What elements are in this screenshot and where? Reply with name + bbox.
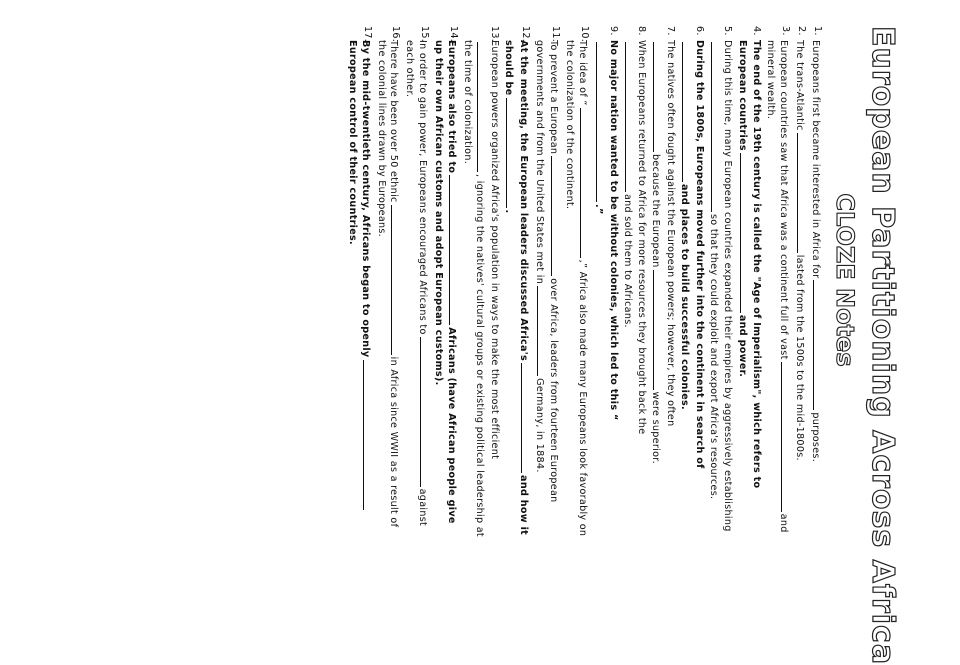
note-item <box>563 26 590 540</box>
note-text: European countries saw that Africa was a continent full of vast <box>777 40 789 360</box>
note-number: 14. <box>447 26 459 43</box>
note-item <box>431 26 458 540</box>
note-number: 4. <box>751 26 763 36</box>
worksheet <box>120 20 900 665</box>
fill-blank[interactable] <box>781 362 791 512</box>
note-text: When Europeans returned to Africa for more resources they brought back the <box>636 40 648 435</box>
note-text: By the mid-twentieth century, Africans began to openly <box>359 40 371 358</box>
fill-blank[interactable] <box>551 156 561 276</box>
note-item <box>620 26 647 540</box>
note-text: During this time, many European countries expanded their empires by aggressively establishing <box>722 40 734 532</box>
note-text: At the meeting, the European leaders discussed Africa's <box>517 40 529 362</box>
note-item <box>345 26 372 540</box>
note-text: because the European <box>650 154 662 268</box>
fill-blank[interactable] <box>813 280 823 410</box>
fill-blank[interactable] <box>682 42 692 182</box>
note-text: and power. <box>736 314 748 378</box>
fill-blank[interactable] <box>391 205 401 355</box>
fill-blank[interactable] <box>449 175 459 325</box>
note-number: 6. <box>693 26 705 36</box>
note-text: and places to build successful colonies. <box>679 184 691 410</box>
note-number: 5. <box>722 26 734 36</box>
note-number: 10. <box>579 26 590 43</box>
note-text: were superior. <box>650 391 662 464</box>
note-text: Europeans first became interested in Africa for <box>810 40 821 279</box>
note-item <box>735 26 762 540</box>
note-item <box>649 26 676 540</box>
note-text: European control of their countries. <box>347 40 358 245</box>
note-text: ,” Africa also made many Europeans look favorably on the colonization of the continent. <box>564 40 588 537</box>
note-number: 8. <box>636 26 648 36</box>
note-item <box>678 26 705 540</box>
note-text: Africans (have African people give up their own African customs and adopt European customs). <box>433 40 457 524</box>
note-number: 7. <box>665 26 677 36</box>
note-text: The idea of “ <box>577 40 588 106</box>
note-number: 3. <box>779 26 791 36</box>
note-item <box>764 26 791 540</box>
note-text: over Africa, leaders from fourteen European governments and from the United States met in <box>533 40 560 503</box>
note-number: 2. <box>795 26 807 36</box>
note-text: and how it should be <box>503 40 529 536</box>
fill-blank[interactable] <box>653 42 663 152</box>
fill-blank[interactable] <box>363 360 373 510</box>
note-number: 11. <box>550 26 562 43</box>
fill-blank[interactable] <box>596 42 606 202</box>
note-number: 9. <box>607 26 619 36</box>
note-number: 12. <box>519 26 531 43</box>
note-item <box>808 26 823 540</box>
fill-blank[interactable] <box>711 42 721 212</box>
fill-blank[interactable] <box>521 363 531 473</box>
note-item <box>501 26 530 540</box>
fill-blank[interactable] <box>477 42 487 172</box>
note-text: . <box>503 209 515 214</box>
note-item <box>460 26 500 540</box>
note-text: , ignoring the natives' cultural groups or existing political leadership at the time of colonization. <box>461 40 486 537</box>
note-text: During the 1800s, Europeans moved further into the continent in search of <box>693 40 705 469</box>
fill-blank[interactable] <box>420 337 430 487</box>
fill-blank[interactable] <box>797 133 807 253</box>
note-number: 16. <box>390 26 402 43</box>
note-item <box>403 26 430 540</box>
worksheet-title: European Partitioning Across Africa <box>865 26 900 665</box>
note-number: 15. <box>418 26 430 43</box>
note-text: No major nation wanted to be without colonies, which led to this “ <box>607 40 619 421</box>
note-text: The end of the 19th century is called the "Age of Imperialism", which refers to European countries <box>736 40 763 489</box>
note-item <box>532 26 561 540</box>
note-number: 13. <box>488 26 500 43</box>
note-text: so that they could exploit and export Africa's resources. <box>707 214 719 500</box>
note-text: There have been over 50 ethnic <box>388 40 400 203</box>
note-item <box>374 26 401 540</box>
note-text: .” <box>593 204 605 215</box>
worksheet-subtitle: CLOZE Notes <box>831 193 859 367</box>
note-text: lasted from the 1500s to the mid-1800s. <box>793 254 805 461</box>
note-item <box>706 26 733 540</box>
note-number: 17. <box>361 26 373 43</box>
note-text: In order to gain power, Europeans encouraged Africans to <box>416 40 428 335</box>
note-text: Germany, in 1884. <box>533 378 545 473</box>
note-text: To prevent a European <box>548 40 560 155</box>
fill-blank[interactable] <box>580 108 590 258</box>
fill-blank[interactable] <box>625 42 635 192</box>
notes-list <box>345 20 823 540</box>
fill-blank[interactable] <box>537 286 547 376</box>
note-text: The trans-Atlantic <box>793 40 805 131</box>
note-text: European powers organized Africa's population in ways to make the most efficient <box>488 40 500 460</box>
note-text: purposes. <box>810 412 821 463</box>
note-text: and sold them to Africans. <box>621 194 633 328</box>
fill-blank[interactable] <box>740 153 750 313</box>
note-text: Europeans also tried to <box>445 40 457 174</box>
note-text: in Africa since WWII as a result of the colonial lines drawn by Europeans. <box>375 40 400 528</box>
note-text: and mineral wealth. <box>765 40 789 533</box>
fill-blank[interactable] <box>506 98 516 208</box>
note-number: 1. <box>812 26 823 36</box>
note-item <box>792 26 807 540</box>
note-text: against each other. <box>404 40 428 527</box>
note-text: The natives often fought against the European powers; however, they often <box>665 40 677 427</box>
fill-blank[interactable] <box>653 270 663 390</box>
note-item <box>592 26 619 540</box>
